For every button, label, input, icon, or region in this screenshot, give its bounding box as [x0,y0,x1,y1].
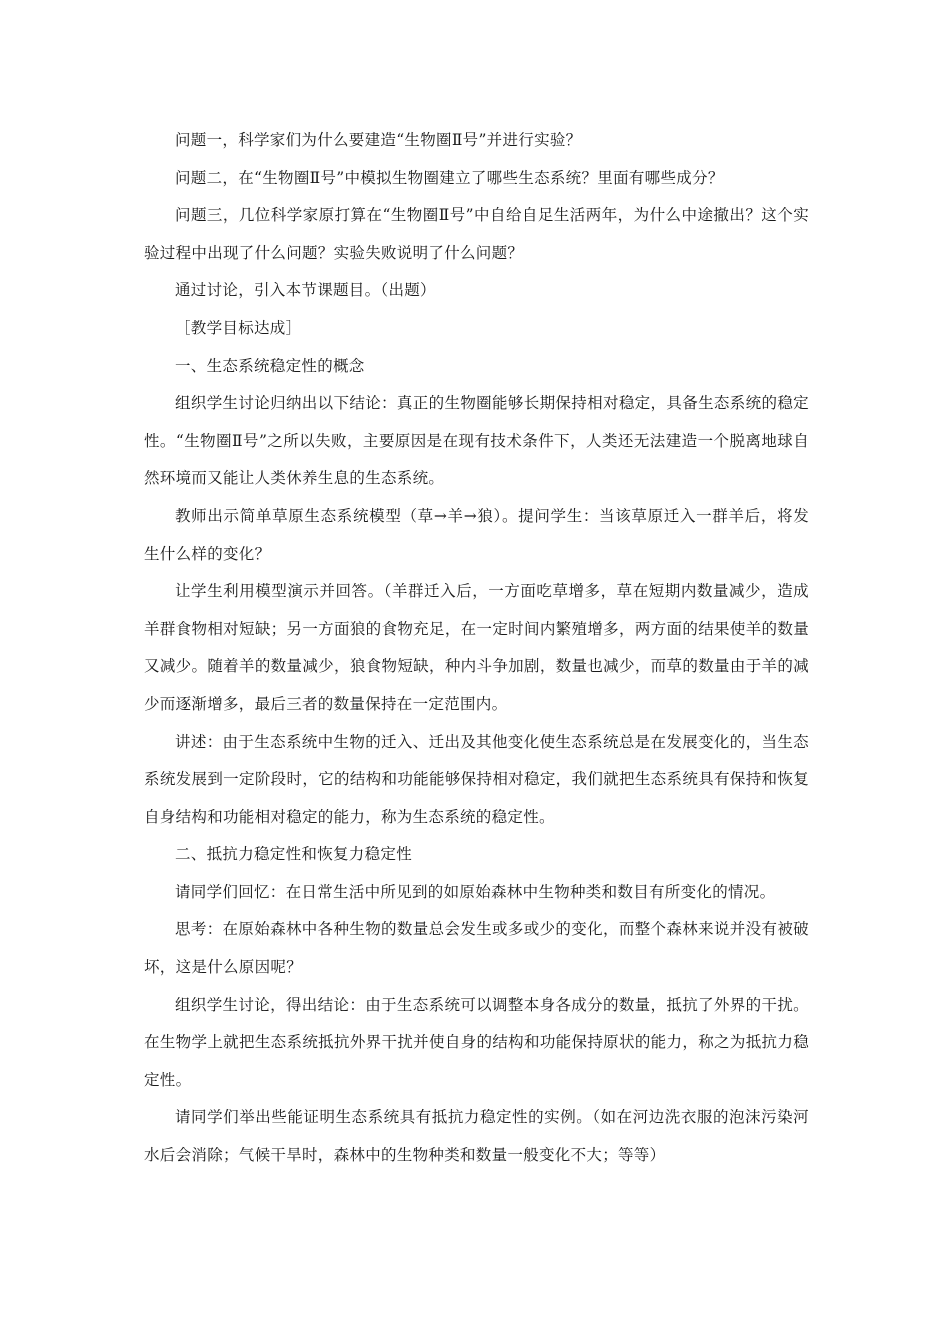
teaching-goal-heading: ［教学目标达成］ [175,318,302,337]
paragraph-conclusion: 组织学生讨论归纳出以下结论：真正的生物圈能够长期保持相对稳定，具备生态系统的稳定性。“生物圈Ⅱ号”之所以失败，主要原因是在现有技术条件下，人类还无法建造一个脱离地球自然环境而又能让人类休养生息的生态系统。 [144,394,809,488]
section-heading-stability-concept: 一、生态系统稳定性的概念 [175,356,365,375]
question-two: 问题二，在“生物圈Ⅱ号”中模拟生物圈建立了哪些生态系统？里面有哪些成分？ [175,168,724,187]
paragraph-think: 思考：在原始森林中各种生物的数量总会发生或多或少的变化，而整个森林来说并没有被破坏，这是什么原因呢？ [144,920,809,977]
document-body [144,122,809,1175]
paragraph-model-demo: 让学生利用模型演示并回答。（羊群迁入后，一方面吃草增多，草在短期内数量减少，造成羊群食物相对短缺；另一方面狼的食物充足，在一定时间内繁殖增多，两方面的结果使羊的数量又减少。随着羊的数量减少，狼食物短缺，种内斗争加剧，数量也减少，而草的数量由于羊的减少而逐渐增多，最后三者的数量保持在一定范围内。 [144,582,809,713]
paragraph-examples: 请同学们举出些能证明生态系统具有抵抗力稳定性的实例。（如在河边洗衣服的泡沫污染河水后会消除；气候干旱时，森林中的生物种类和数量一般变化不大；等等） [144,1108,809,1165]
paragraph-resistance-definition: 组织学生讨论，得出结论：由于生态系统可以调整本身各成分的数量，抵抗了外界的干扰。在生物学上就把生态系统抵抗外界干扰并使自身的结构和功能保持原状的能力，称之为抵抗力稳定性。 [144,995,809,1089]
question-three: 问题三，几位科学家原打算在“生物圈Ⅱ号”中自给自足生活两年，为什么中途撤出？这个实验过程中出现了什么问题？实验失败说明了什么问题？ [144,206,809,262]
paragraph-grassland-model: 教师出示简单草原生态系统模型（草→羊→狼）。提问学生：当该草原迁入一群羊后，将发生什么样的变化？ [144,506,809,563]
paragraph-lecture: 讲述：由于生态系统中生物的迁入、迁出及其他变化使生态系统总是在发展变化的，当生态系统发展到一定阶段时，它的结构和功能能够保持相对稳定，我们就把生态系统具有保持和恢复自身结构和功能相对稳定的能力，称为生态系统的稳定性。 [144,732,809,826]
paragraph-recall: 请同学们回忆：在日常生活中所见到的如原始森林中生物种类和数目有所变化的情况。 [175,882,776,901]
section-heading-resistance-resilience: 二、抵抗力稳定性和恢复力稳定性 [175,845,413,864]
question-one: 问题一，科学家们为什么要建造“生物圈Ⅱ号”并进行实验？ [175,131,582,149]
discussion-intro: 通过讨论，引入本节课题目。（出题） [175,281,436,300]
